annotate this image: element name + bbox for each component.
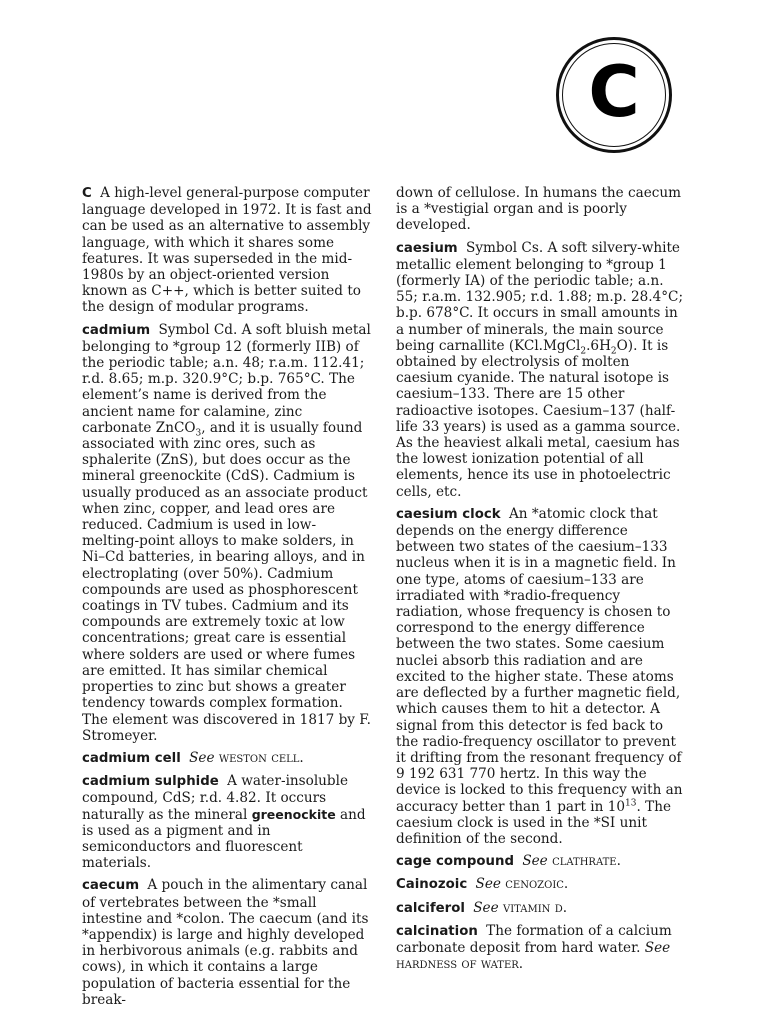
entry-headword: calcination [396,923,478,939]
cross-reference: cenozoic. [505,876,569,893]
mineral-term: greenockite [251,806,336,822]
section-letter-ring [562,43,666,147]
entry-definition-cont: . The caesium clock is used in the *SI unit definition of the second. [396,798,671,847]
entry-cadmium [82,322,372,744]
entry-definition: The formation of a calcium carbonate deposit from hard water. [396,922,672,956]
entry-cadmium-sulphide [82,773,372,871]
section-letter-badge [556,37,672,153]
see-label: See [475,876,501,893]
cross-reference: vitamin d. [502,899,568,916]
entry-headword: Cainozoic [396,877,468,893]
entry-headword: C [82,186,92,201]
entry-headword: caesium clock [396,506,501,522]
see-label: See [189,749,215,766]
entry-caecum [82,877,372,1008]
entry-calciferol [396,900,686,917]
entry-definition: down of cellulose. In humans the caecum is a *vestigial organ and is poorly developed. [396,185,682,234]
entry-headword: cadmium cell [82,750,181,766]
entry-calcination [396,923,686,973]
entry-headword: caesium [396,240,458,256]
entry-headword: cadmium sulphide [82,774,219,790]
entry-c [82,185,372,316]
entry-definition: An *atomic clock that depends on the energy difference between two states of the caesium–133 nucleus when it is in a magnetic field. In one type, atoms of caesium–133 are irradiated with *radio-frequency radiation, whose frequency is chosen to correspond to the energy difference between the two states. Some caesium nuclei absorb this radiation and are excited to the higher state. These atoms are deflected by a further magnetic field, which causes them to hit a detector. A signal from this detector is fed back to the radio-frequency oscillator to prevent it drifting from the resonant frequency of 9 192 631 770 hertz. In this way the device is locked to this frequency with an accuracy better than 1 part in 10 [396,505,683,815]
entry-headword: calciferol [396,900,465,916]
entry-definition-cont: , and it is usually found associated with zinc ores, such as sphalerite (ZnS), but does occur as the mineral greenockite (CdS). Cadmium is usually produced as an associate product when zinc, copper, and lead ores are reduced. Cadmium is used in low-melting-point alloys to make solders, in Ni–Cd batteries, in bearing alloys, and in electroplating (over 50%). Cadmium compounds are used as phosphorescent coatings in TV tubes. Cadmium and its compounds are extremely toxic at low concentrations; great care is essential where solders are used or where fumes are emitted. It has similar chemical properties to zinc but shows a greater tendency towards complex formation. The element was discovered in 1817 by F. Stromeyer. [82,419,371,744]
subscript: 3 [195,428,202,439]
entry-definition-cont: O). It is obtained by electrolysis of molten caesium cyanide. The natural isotope is caesium–133. There are 15 other radioactive isotopes. Caesium–137 (half-life 33 years) is used as a gamma source. As the heaviest alkali metal, caesium has the lowest ionization potential of all elements, hence its use in photoelectric cells, etc. [396,337,681,500]
section-letter: C [588,51,640,133]
right-column [396,185,686,978]
entry-headword: cadmium [82,322,151,338]
subscript: 2 [580,346,587,357]
cross-reference: weston cell. [218,749,304,766]
cross-reference: hardness of water. [396,956,524,973]
entry-caesium [396,240,686,500]
entry-definition: A water-insoluble compound, CdS; r.d. 4.82. It occurs naturally as the mineral [82,773,349,823]
entry-definition: Symbol Cs. A soft silvery-white metallic element belonging to *group 1 (formerly IA) of the periodic table; a.n. 55; r.a.m. 132.905; r.d. 1.88; m.p. 28.4°C; b.p. 678°C. It occurs in small amounts in a number of minerals, the main source being carnallite (KCl.MgCl [396,239,684,354]
entry-headword: caecum [82,878,140,894]
superscript: 13 [625,797,637,808]
left-column [82,185,372,1014]
entry-definition: Symbol Cd. A soft bluish metal belonging to *group 12 (formerly IIB) of the periodic table; a.n. 48; r.a.m. 112.41; r.d. 8.65; m.p. 320.9°C; b.p. 765°C. The element’s name is derived from the ancient name for calamine, zinc carbonate ZnCO [82,321,371,436]
see-label: See [522,853,548,870]
subscript: 2 [610,346,617,357]
see-label: See [473,899,499,916]
cross-reference: clathrate. [552,853,621,870]
entry-caesium-clock [396,506,686,847]
entry-definition-cont: and is used as a pigment and in semiconductors and fluorescent materials. [82,806,366,872]
entry-cainozoic [396,876,686,893]
entry-cage-compound [396,853,686,870]
entry-cadmium-cell [82,750,372,767]
entry-definition-cont: .6H [586,337,611,354]
entry-definition: A high-level general-purpose computer language developed in 1972. It is fast and can be used as an alternative to assembly language, with which it shares some features. It was superseded in the mid-1980s by an object-oriented version known as C++, which is better suited to the design of modular programs. [82,185,372,316]
see-label: See [644,939,671,956]
entry-caecum-continued [396,185,686,234]
entry-definition: A pouch in the alimentary canal of vertebrates between the *small intestine and *colon. The caecum (and its *appendix) is large and highly developed in herbivorous animals (e.g. rabbits and cows), in which it contains a large population of bacteria essential for the break- [82,877,369,1008]
entry-headword: cage compound [396,854,514,870]
